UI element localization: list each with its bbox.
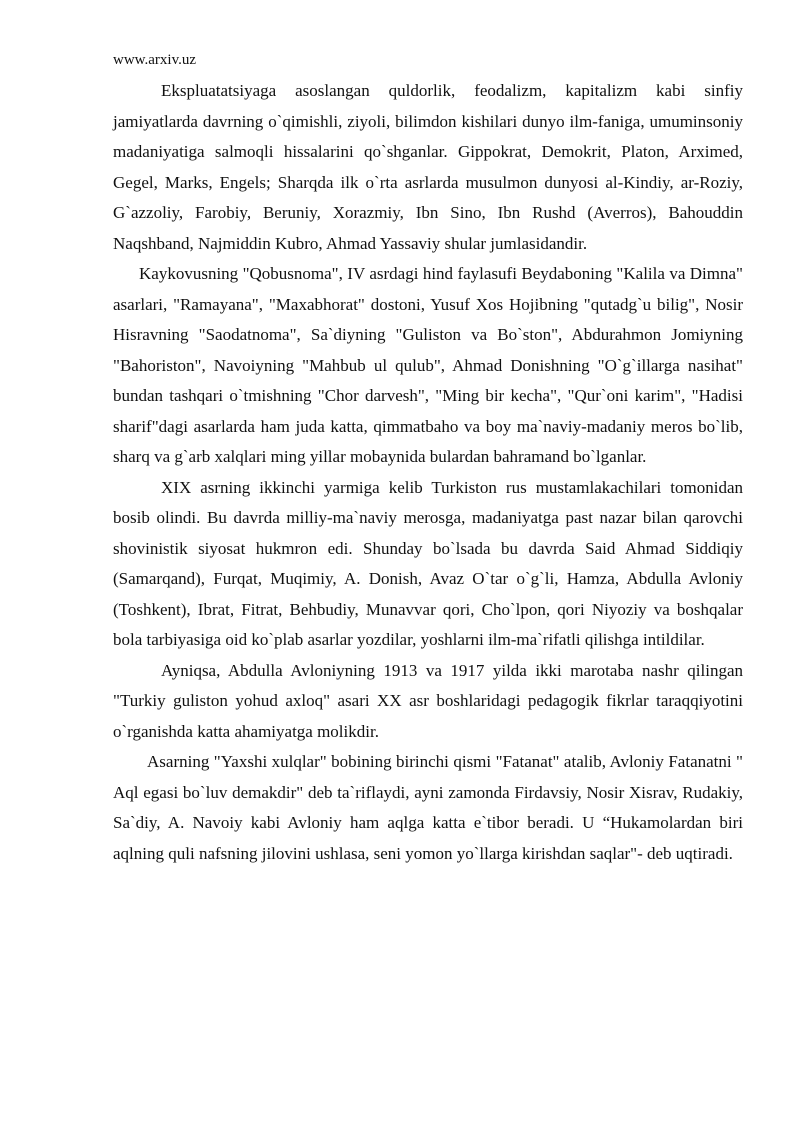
paragraph: Ayniqsa, Abdulla Avloniyning 1913 va 1917 yilda ikki marotaba nashr qilingan "Turkiy guliston yohud axloq" asari XX asr boshlaridagi pedagogik fikrlar taraqqiyotini o`rganishda katta ahamiyatga molikdir. (113, 660, 743, 741)
paragraph: Ekspluatatsiyaga asoslangan quldorlik, feodalizm, kapitalizm kabi sinfiy jamiyatlarda davrning o`qimishli, ziyoli, bilimdon kishilari dunyo ilm-faniga, umuminsoniy madaniyatiga salmoqli hissalarini qo`shganlar. Gippokrat, Demokrit, Platon, Arximed, Gegel, Marks, Engels; Sharqda ilk o`rta asrlarda musulmon dunyosi al-Kindiy, ar-Roziy, G`azzoliy, Farobiy, Beruniy, Xorazmiy, Ibn Sino, Ibn Rushd (Averros), Bahouddin Naqshband, Najmiddin Kubro, Ahmad Yassaviy shular jumlasidandir. (113, 81, 743, 253)
paragraph: Kaykovusning "Qobusnoma", IV asrdagi hind faylasufi Beydaboning "Kalila va Dimna" asarlari, "Ramayana", "Maxabhorat" dostoni, Yusuf Xos Hojibning "qutadg`u bilig", Nosir Hisravning "Saodatnoma", Sa`diyning "Guliston va Bo`ston", Abdurahmon Jomiyning "Bahoriston", Navoiyning "Mahbub ul qulub", Ahmad Donishning "O`g`illarga nasihat" bundan tashqari o`tmishning "Chor darvesh", "Ming bir kecha", "Qur`oni karim", "Hadisi sharif"dagi asarlarda ham juda katta, qimmatbaho va boy ma`naviy-madaniy meros bo`lib, sharq va g`arb xalqlari ming yillar mobaynida bulardan bahramand bo`lganlar. (113, 264, 743, 466)
paragraph: Asarning "Yaxshi xulqlar" bobining birinchi qismi "Fatanat" atalib, Avloniy Fatanatni " Aql egasi bo`luv demakdir" deb ta`riflaydi, ayni zamonda Firdavsiy, Nosir Xisrav, Rudakiy, Sa`diy, A. Navoiy kabi Avloniy ham aqlga katta e`tibor beradi. U “Hukamolardan biri aqlning quli nafsning jilovini ushlasa, seni yomon yo`llarga kirishdan saqlar"- deb uqtiradi. (113, 752, 743, 863)
body-text (113, 76, 743, 869)
paragraph: XIX asrning ikkinchi yarmiga kelib Turkiston rus mustamlakachilari tomonidan bosib olindi. Bu davrda milliy-ma`naviy merosga, madaniyatga past nazar bilan qarovchi shovinistik siyosat hukmron edi. Shunday bo`lsada bu davrda Said Ahmad Siddiqiy (Samarqand), Furqat, Muqimiy, A. Donish, Avaz O`tar o`g`li, Hamza, Abdulla Avloniy (Toshkent), Ibrat, Fitrat, Behbudiy, Munavvar qori, Cho`lpon, qori Niyoziy va boshqalar bola tarbiyasiga oid ko`plab asarlar yozdilar, yoshlarni ilm-ma`rifatli qilishga intildilar. (113, 477, 743, 649)
site-header: www.arxiv.uz (113, 52, 197, 68)
